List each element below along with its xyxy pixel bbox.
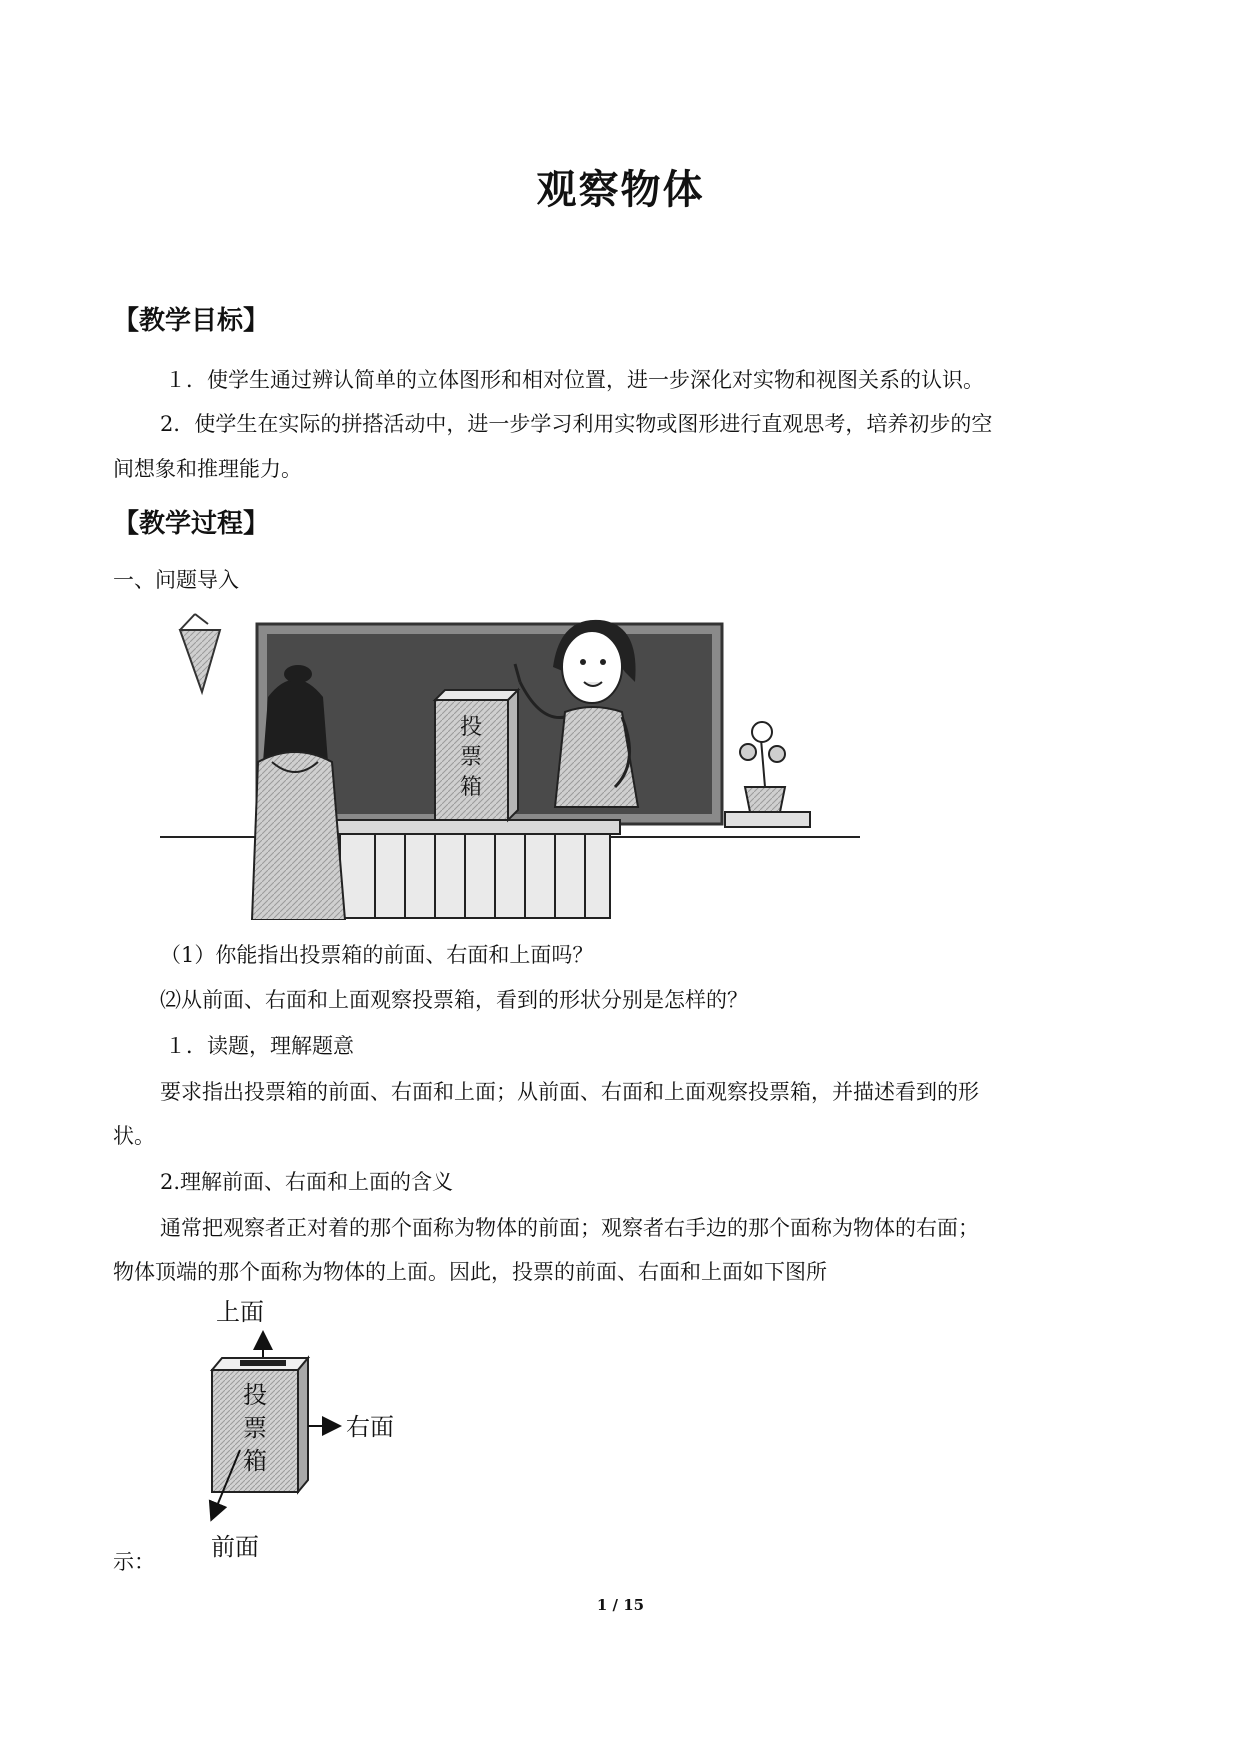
goal-item-1: １．使学生通过辨认简单的立体图形和相对位置，进一步深化对实物和视图关系的认识。 <box>165 368 984 392</box>
page-number: 1 / 15 <box>596 1596 645 1614</box>
right-label: 右面 <box>346 1413 394 1441</box>
goal-item-2: 2．使学生在实际的拼搭活动中，进一步学习利用实物或图形进行直观思考，培养初步的空 <box>160 412 993 436</box>
ballot-box <box>435 690 518 820</box>
podium <box>330 820 620 918</box>
diagram-box-char-1: 投 <box>243 1381 267 1409</box>
page-title: 观察物体 <box>536 167 705 213</box>
goal-item-2-cont: 间想象和推理能力。 <box>113 457 302 481</box>
section-heading-goals: 【教学目标】 <box>113 306 270 336</box>
question-2: ⑵从前面、右面和上面观察投票箱，看到的形状分别是怎样的？ <box>160 988 748 1012</box>
step-2-text-cont: 物体顶端的那个面称为物体的上面。因此，投票的前面、右面和上面如下图所 <box>113 1260 827 1284</box>
box-char-3: 箱 <box>459 775 483 800</box>
classroom-illustration <box>160 612 860 920</box>
step-2-text: 通常把观察者正对着的那个面称为物体的前面；观察者右手边的那个面称为物体的右面； <box>160 1216 979 1240</box>
top-label: 上面 <box>216 1298 264 1326</box>
front-label: 前面 <box>211 1533 259 1561</box>
step-1-label: １．读题，理解题意 <box>165 1034 354 1058</box>
faces-diagram <box>190 1290 450 1565</box>
section-heading-process: 【教学过程】 <box>113 509 270 539</box>
question-1: （1）你能指出投票箱的前面、右面和上面吗？ <box>160 943 594 967</box>
box-char-2: 票 <box>459 745 483 770</box>
diagram-box-char-2: 票 <box>243 1414 267 1442</box>
diagram-box-char-3: 箱 <box>243 1447 267 1475</box>
step-1-text-cont: 状。 <box>113 1124 155 1148</box>
part-heading: 一、问题导入 <box>113 568 239 592</box>
step-1-text: 要求指出投票箱的前面、右面和上面；从前面、右面和上面观察投票箱，并描述看到的形 <box>160 1080 979 1104</box>
step-2-text-end: 示： <box>113 1550 155 1574</box>
box-char-1: 投 <box>459 715 483 740</box>
step-2-label: 2.理解前面、右面和上面的含义 <box>160 1170 454 1194</box>
